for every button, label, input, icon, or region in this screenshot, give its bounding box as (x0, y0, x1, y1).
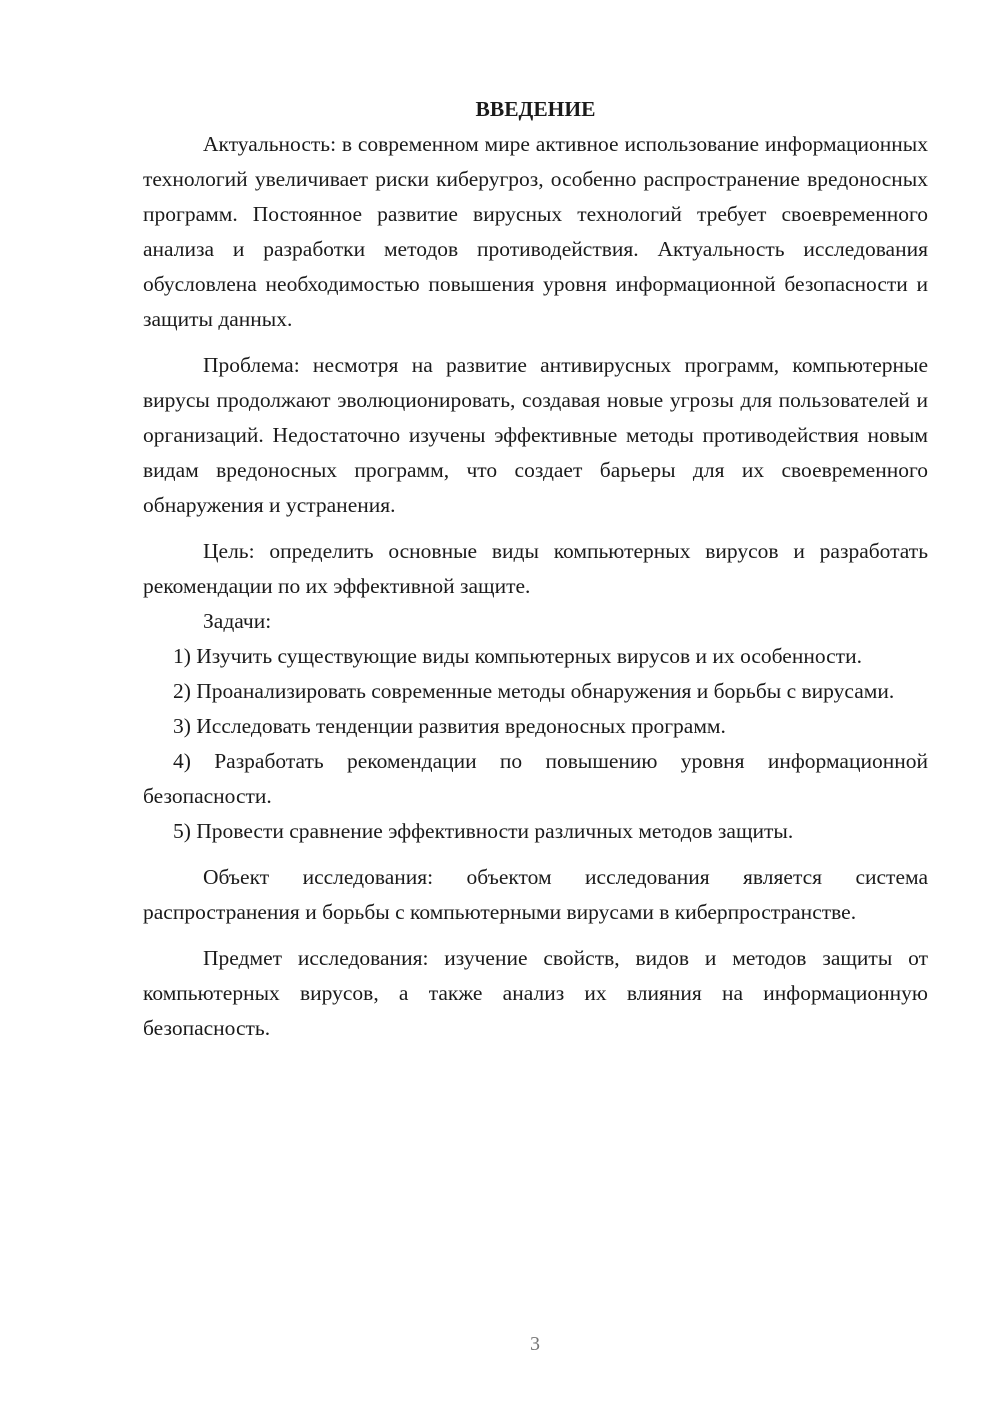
task-item: 5) Провести сравнение эффективности различных методов защиты. (173, 819, 794, 843)
tasks-heading: Задачи: (203, 609, 272, 633)
task-item: 2) Проанализировать современные методы обнаружения и борьбы с вирусами. (173, 679, 895, 703)
task-item: 1) Изучить существующие виды компьютерных вирусов и их особенности. (173, 644, 862, 668)
object-paragraph: Объект исследования: объектом исследования является система распространения и борьбы с компьютерными вирусами в киберпространстве. (143, 865, 928, 924)
page-number: 3 (530, 1333, 540, 1355)
task-item: 4) Разработать рекомендации по повышению уровня информационной безопасности. (143, 749, 928, 808)
subject-paragraph: Предмет исследования: изучение свойств, видов и методов защиты от компьютерных вирусов, а также анализ их влияния на информационную безопасность. (143, 946, 928, 1040)
relevance-paragraph: Актуальность: в современном мире активное использование информационных технологий увеличивает риски киберугроз, особенно распространение вредоносных программ. Постоянное развитие вирусных технологий требует своевременного анализа и разработки методов противодействия. Актуальность исследования обусловлена необходимостью повышения уровня информационной безопасности и защиты данных. (143, 132, 928, 331)
goal-paragraph: Цель: определить основные виды компьютерных вирусов и разработать рекомендации по их эффективной защите. (143, 539, 928, 598)
problem-paragraph: Проблема: несмотря на развитие антивирусных программ, компьютерные вирусы продолжают эволюционировать, создавая новые угрозы для пользователей и организаций. Недостаточно изучены эффективные методы противодействия новым видам вредоносных программ, что создает барьеры для их своевременного обнаружения и устранения. (143, 353, 928, 517)
task-item: 3) Исследовать тенденции развития вредоносных программ. (173, 714, 726, 738)
document-page (143, 92, 928, 1046)
page-title: ВВЕДЕНИЕ (475, 97, 596, 121)
